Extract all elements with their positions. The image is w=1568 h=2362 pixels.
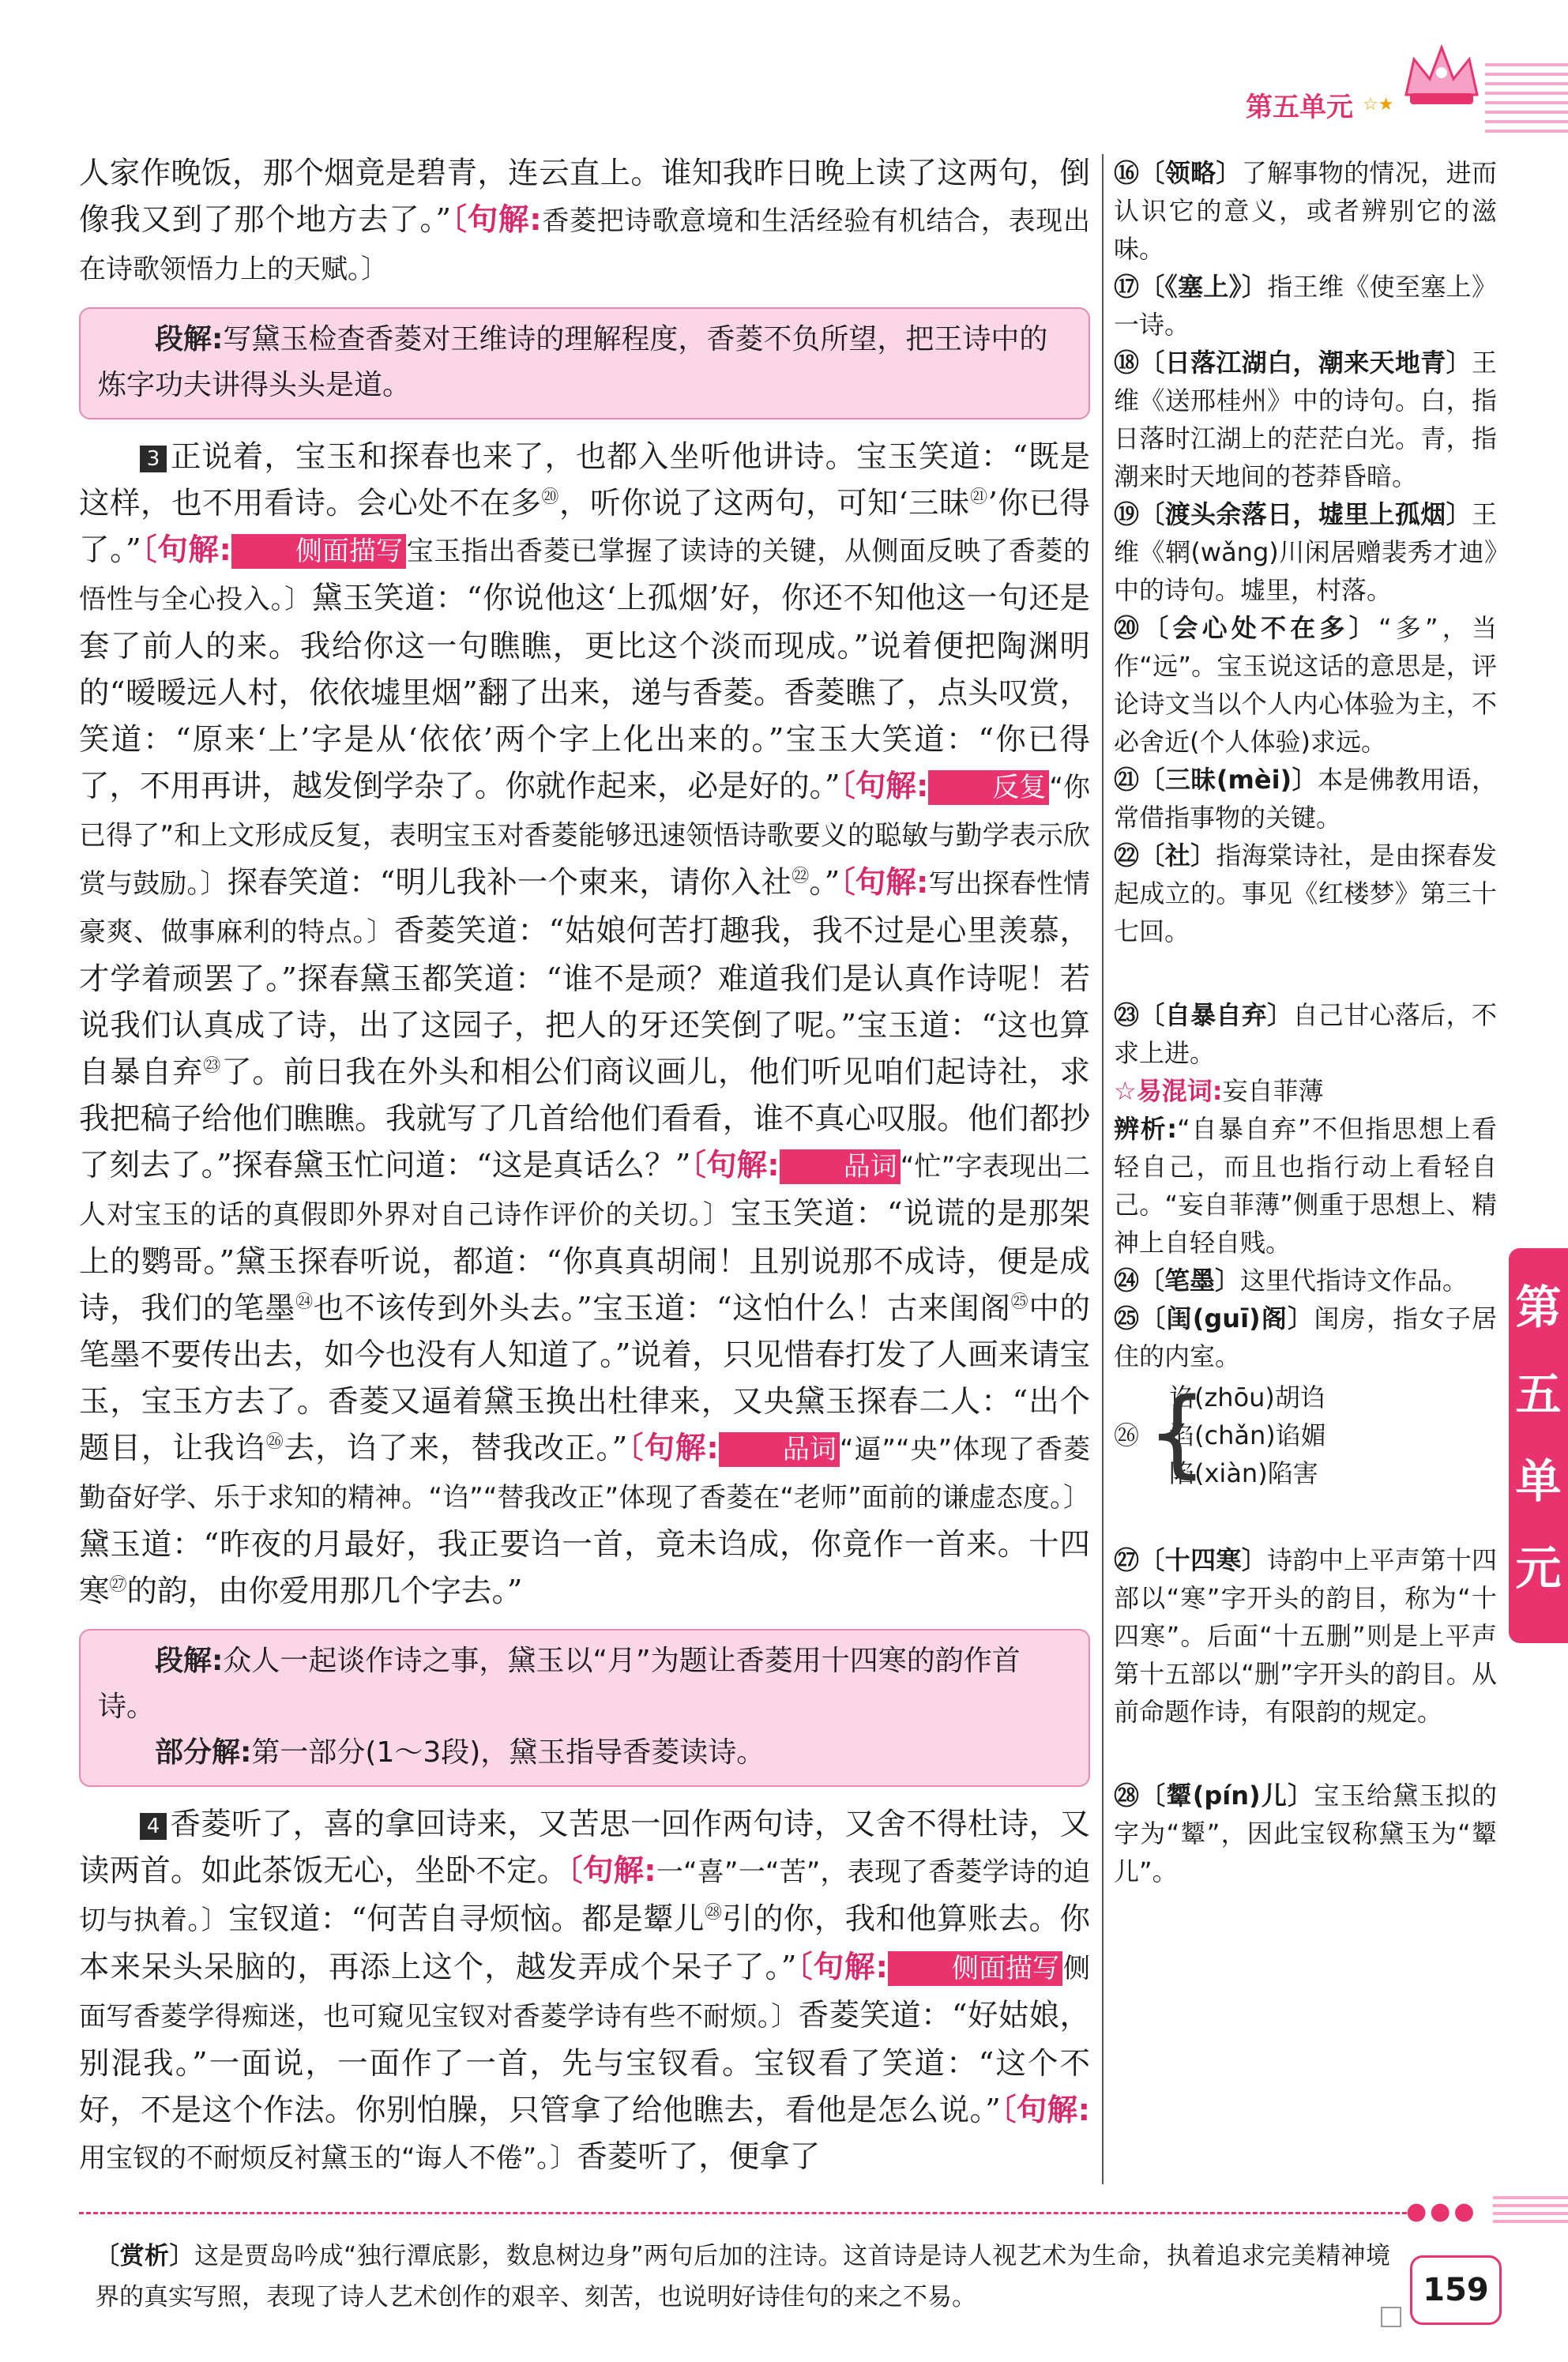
- word-analysis: 辨析:“自暴自弃”不但指思想上看轻自己，而且也指行动上看轻自己。“妄自菲薄”侧重于思想上、精神上自轻自贱。: [1114, 1114, 1497, 1258]
- footnote-24: ㉔〔笔墨〕这里代指诗文作品。: [1114, 1266, 1468, 1296]
- paragraph-number: 3: [140, 446, 167, 472]
- footnote-25: ㉕〔闺(guī)阁〕闺房，指女子居住的内室。: [1114, 1303, 1497, 1371]
- note-label: 〔句解:: [690, 1148, 780, 1183]
- main-text: [79, 150, 1090, 2182]
- note-label: 〔句解:: [840, 769, 929, 804]
- sentence-note: “逼”“央”体现了香菱勤奋好学、乐于求知的精神。“诌”“替我改正”体现了香菱在“老师”面前的谦虚态度。〕: [79, 1434, 1090, 1514]
- page-header: [0, 0, 1568, 158]
- brace-icon: {: [1147, 1378, 1208, 1488]
- footnote-23: ㉓〔自暴自弃〕自己甘心落后，不求上进。: [1114, 1000, 1497, 1068]
- appreciation-text: 这是贾岛吟成“独行潭底影，数息树边身”两句后加的注诗。这首诗是诗人视艺术为生命，执着追求完美精神境界的真实写照，表现了诗人艺术创作的艰辛、刻苦，也说明好诗佳句的来之不易。: [95, 2242, 1391, 2311]
- footnote-ref: ㉗: [109, 1575, 127, 1596]
- checkbox-icon: [1381, 2307, 1401, 2327]
- note-label: 〔句解:: [627, 1431, 719, 1466]
- summary-text: 写黛玉检查香菱对王维诗的理解程度，香菱不负所望，把王诗中的炼字功夫讲得头头是道。: [98, 323, 1048, 401]
- sentence-note: 用宝钗的不耐烦反衬黛玉的“诲人不倦”。〕: [79, 2142, 577, 2174]
- footnote-ref: ㉕: [1010, 1292, 1029, 1313]
- column-divider: [1102, 154, 1104, 2184]
- note-label: 〔句解:: [840, 865, 929, 901]
- paragraph-summary-box: [79, 307, 1090, 419]
- technique-tag: 侧面描写: [888, 1951, 1062, 1986]
- part-summary-label: 部分解:: [155, 1736, 252, 1769]
- footnote-ref: ㉖: [265, 1432, 284, 1453]
- footnote-ref: ㉘: [704, 1903, 723, 1924]
- part-summary-text: 第一部分(1～3段)，黛玉指导香菱读诗。: [251, 1736, 765, 1769]
- crown-icon: [1398, 32, 1485, 118]
- footnote-22: ㉒〔社〕指海棠诗社，是由探春发起成立的。事见《红楼梦》第三十七回。: [1114, 841, 1497, 946]
- footnotes-column: [1114, 154, 1497, 1890]
- footnote-26-number: ㉖: [1114, 1420, 1140, 1450]
- footnote-18: ⑱〔日落江湖白，潮来天地青〕王维《送邢桂州》中的诗句。白，指日落时江湖上的茫茫白光。青，指潮来时天地间的苍莽昏暗。: [1114, 348, 1497, 491]
- paragraph-3: 3 正说着，宝玉和探春也来了，也都入坐听他讲诗。宝玉笑道：“既是这样，也不用看诗。会心处不在多⑳，听你说了这两句，可知‘三昧$^㉑$’你已得了。”〔句解: 侧面描写 宝玉指出香菱已掌握了读诗的关键，从侧面反映了香菱的悟性与全心投入。〕黛玉笑道：“你说他这‘上孤烟’好，你还不知他这一句还是套了前人的来。我给你这一句瞧瞧，更比这个淡而现成。”说着便把陶渊明的“暧暧远人村，依依墟里烟”翻了出来，递与香菱。香菱瞧了，点头叹赏，笑道：“原来‘上’字是从‘依依’两个字上化出来的。”宝玉大笑道：“你已得了，不用再讲，越发倒学杂了。你就作起来，必是好的。”〔句解: 反复 “你已得了”和上文形成反复，表明宝玉对香菱能够迅速领悟诗歌要义的聪敏与勤学表示欣赏与鼓励。〕探春笑道：“明儿我补一个柬来，请你入社$^㉒$。”〔句解:写出探春性情豪爽、做事麻利的特点。〕香菱笑道：“姑娘何苦打趣我，我不过是心里羡慕，才学着顽罢了。”探春黛玉都笑道：“谁不是顽？难道我们是认真作诗呢！若说我们认真成了诗，出了这园子，把人的牙还笑倒了呢。”宝玉道：“这也算自暴自弃$^㉓$了。前日我在外头和相公们商议画儿，他们听见咱们起诗社，求我把稿子给他们瞧瞧。我就写了几首给他们看看，谁不真心叹服。他们都抄了刻去了。”探春黛玉忙问道：“这是真话么？”〔句解: 品词 “忙”字表现出二人对宝玉的话的真假即外界对自己诗作评价的关切。〕宝玉笑道：“说谎的是那架上的鹦哥。”黛玉探春听说，都道：“你真真胡闹！且别说那不成诗，便是成诗，我们的笔墨$^㉔$也不该传到外头去。”宝玉道：“这怕什么！古来闺阁$^㉕$中的笔墨不要传出去，如今也没有人知道了。”说着，只见惜春打发了人画来请宝玉，宝玉方去了。香菱又逼着黛玉换出杜律来，又央黛玉探春二人：“出个题目，让我诌$^㉖$去，诌了来，替我改正。”〔句解: 品词 “逼”“央”体现了香菱勤奋好学、乐于求知的精神。“诌”“替我改正”体现了香菱在“老师”面前的谦虚态度。〕黛玉道：“昨夜的月最好，我正要诌一首，竟未诌成，你竟作一首来。十四寒$^㉗$的韵，由你爱用那几个字去。”: [79, 439, 1091, 1609]
- technique-tag: 侧面描写: [231, 534, 406, 569]
- note-label: 〔句解:: [567, 1853, 656, 1889]
- note-label: 〔句解:: [1000, 2093, 1090, 2128]
- footnote-ref: ㉓: [203, 1056, 222, 1077]
- sentence-note: 宝玉指出香菱已掌握了读诗的关键，从侧面反映了香菱的悟性与全心投入。〕: [79, 536, 1090, 615]
- appreciation-note: [95, 2236, 1390, 2318]
- footnote-28: ㉘〔颦(pín)儿〕宝玉给黛玉拟的字为“颦”，因此宝钗称黛玉为“颦儿”。: [1114, 1781, 1497, 1886]
- technique-tag: 品词: [719, 1432, 840, 1467]
- footnote-20: ⑳〔会心处不在多〕“多”，当作“远”。宝玉说这话的意思是，评论诗文当以个人内心体验为主，不必舍近(个人体验)求远。: [1114, 613, 1497, 757]
- footnote-16: ⑯〔领略〕了解事物的情况，进而认识它的意义，或者辨别它的滋味。: [1114, 158, 1497, 264]
- sentence-note: “你已得了”和上文形成反复，表明宝玉对香菱能够迅速领悟诗歌要义的聪敏与勤学表示欣赏与鼓励。〕: [79, 772, 1090, 900]
- sentence-note: 香菱把诗歌意境和生活经验有机结合，表现出在诗歌领悟力上的天赋。〕: [79, 205, 1091, 285]
- footnote-17: ⑰〔《塞上》〕指王维《使至塞上》一诗。: [1114, 272, 1497, 340]
- footer-decoration: [1493, 2196, 1568, 2228]
- footnote-ref: ㉔: [295, 1292, 314, 1313]
- paragraph: 人家作晚饭，那个烟竟是碧青，连云直上。谁知我昨日晚上读了这两句，倒像我又到了那个地方去了。”〔句解:香菱把诗歌意境和生活经验有机结合，表现出在诗歌领悟力上的天赋。〕: [79, 156, 1091, 285]
- summary-text: 众人一起谈作诗之事，黛玉以“月”为题让香菱用十四寒的韵作首诗。: [98, 1645, 1021, 1723]
- footnote-ref: ⑳: [541, 487, 559, 508]
- dots-decoration: ●●●: [1406, 2198, 1478, 2225]
- note-label: 〔句解:: [796, 1950, 889, 1985]
- footnote-ref: ㉑: [970, 487, 988, 508]
- sentence-note: “忙”字表现出二人对宝玉的话的真假即外界对自己诗作评价的关切。〕: [79, 1151, 1090, 1231]
- confusable-words: ☆易混词:妄自菲薄: [1114, 1076, 1324, 1106]
- technique-tag: 品词: [780, 1149, 901, 1184]
- footnote-19: ⑲〔渡头余落日，墟里上孤烟〕王维《辋(wǎng)川闲居赠裴秀才迪》中的诗句。墟里，村落。: [1114, 499, 1497, 605]
- summary-label: 段解:: [155, 1645, 224, 1677]
- summary-label: 段解:: [155, 323, 224, 355]
- footnote-27: ㉗〔十四寒〕诗韵中上平声第十四部以“寒”字开头的韵目，称为“十四寒”。后面“十五删”则是上平声第十五部以“删”字开头的韵目。从前命题作诗，有限韵的规定。: [1114, 1545, 1497, 1727]
- technique-tag: 反复: [928, 770, 1049, 805]
- paragraph-4: 4 香菱听了，喜的拿回诗来，又苦思一回作两句诗，又舍不得杜诗，又读两首。如此茶饭无心，坐卧不定。〔句解:一“喜”一“苦”，表现了香菱学诗的迫切与执着。〕宝钗道：“何苦自寻烦恼。都是颦儿$^㉘$引的你，我和他算账去。你本来呆头呆脑的，再添上这个，越发弄成个呆子了。”〔句解: 侧面描写 侧面写香菱学得痴迷，也可窥见宝钗对香菱学诗有些不耐烦。〕香菱笑道：“好姑娘，别混我。”一面说，一面作了一首，先与宝钗看。宝钗看了笑道：“这个不好，不是这个作法。你别怕臊，只管拿了给他瞧去，看他是怎么说。”〔句解:用宝钗的不耐烦反衬黛玉的“诲人不倦”。〕香菱听了，便拿了: [79, 1807, 1091, 2175]
- page-number: 159: [1410, 2255, 1502, 2325]
- paragraph-summary-box: [79, 1629, 1090, 1787]
- sentence-note: 侧面写香菱学得痴迷，也可窥见宝钗对香菱学诗有些不耐烦。〕: [79, 1953, 1090, 2033]
- sentence-note: 一“喜”一“苦”，表现了香菱学诗的迫切与执着。〕: [79, 1856, 1090, 1936]
- footnote-26: ㉖ { 诌(zhōu)胡诌 谄(chǎn)谄媚 陷(xiàn)陷害: [1114, 1378, 1326, 1488]
- sentence-note: 写出探春性情豪爽、做事麻利的特点。〕: [79, 868, 1091, 948]
- unit-side-tab: 第 五 单 元: [1509, 1248, 1568, 1643]
- appreciation-label: 〔赏析〕: [95, 2242, 195, 2270]
- star-icon: ☆★: [1363, 95, 1394, 115]
- paragraph-number: 4: [140, 1813, 167, 1840]
- note-label: 〔句解:: [451, 202, 542, 238]
- note-label: 〔句解:: [141, 532, 231, 568]
- header-decoration: [1485, 63, 1568, 138]
- footer-divider: [79, 2212, 1414, 2214]
- unit-label: 第五单元: [1246, 92, 1353, 123]
- footnote-ref: ㉒: [792, 867, 810, 887]
- footnote-21: ㉑〔三昧(mèi)〕本是佛教用语，常借指事物的关键。: [1114, 765, 1497, 833]
